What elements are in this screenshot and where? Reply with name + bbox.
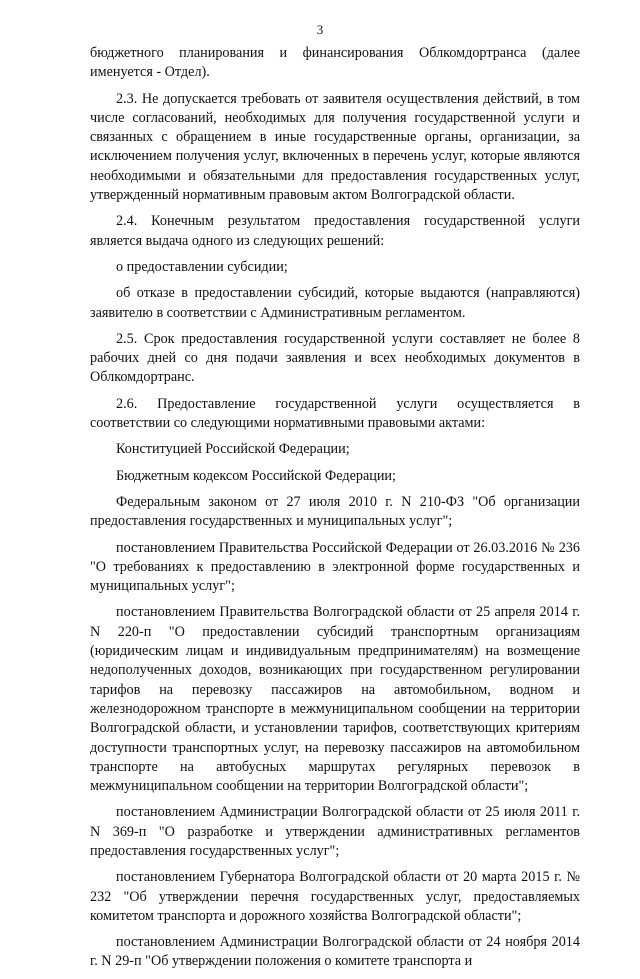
decision-item-refusal: об отказе в предоставлении субсидий, которые выдаются (направляются) заявителю в соответствии с Административным регламентом. [90,285,580,321]
paragraph-2-5: 2.5. Срок предоставления государственной услуги составляет не более 8 рабочих дней со дня подачи заявления и всех необходимых документов в Облкомдортранс. [90,330,580,386]
legal-act-resolution-236: постановлением Правительства Российской Федерации от 26.03.2016 № 236 "О требованиях к предоставлению в электронной форме государственных и муниципальных услуг"; [90,539,580,595]
legal-act-constitution: Конституцией Российской Федерации; [116,441,350,458]
paragraph-2-6: 2.6. Предоставление государственной услуги осуществляется в соответствии со следующими нормативными правовыми актами: [90,395,580,432]
legal-act-budget-code: Бюджетным кодексом Российской Федерации; [116,467,396,484]
legal-act-resolution-369: постановлением Администрации Волгоградской области от 25 июля 2011 г. N 369-п "О разработке и утверждении административных регламентов предоставления государственных услуг"; [90,804,580,859]
document-body [90,44,580,979]
decision-item-grant: о предоставлении субсидии; [116,258,288,275]
legal-act-decree-232: постановлением Губернатора Волгоградской области от 20 марта 2015 г. № 232 "Об утверждении перечня государственных услуг, предоставляемых комитетом транспорта и дорожного хозяйства Волгоградской области"; [90,869,580,924]
legal-act-federal-law-210: Федеральным законом от 27 июля 2010 г. N 210-ФЗ "Об организации предоставления государственных и муниципальных услуг"; [90,493,580,530]
paragraph-continuation: бюджетного планирования и финансирования Облкомдортранса (далее именуется - Отдел). [90,45,580,81]
paragraph-2-4: 2.4. Конечным результатом предоставления государственной услуги является выдача одного из следующих решений: [90,213,580,249]
legal-act-resolution-220: постановлением Правительства Волгоградской области от 25 апреля 2014 г. N 220-п "О предоставлении субсидий транспортным организациям (юридическим лицам и индивидуальным предпринимателям) на возмещение недополученных доходов, возникающих при государственном регулировании тарифов на перевозку пассажиров на автомобильном, водном и железнодорожном транспорте в межмуниципальном сообщении на территории Волгоградской области, и установлении тарифов, соответствующих критериям доступности транспортных услуг, на перевозку пассажиров на автомобильном транспорте на автобусных маршрутах регулярных перевозок в межмуниципальном сообщении на территории Волгоградской области"; [90,604,580,795]
page-number: 3 [316,22,324,37]
legal-act-resolution-29: постановлением Администрации Волгоградской области от 24 ноября 2014 г. N 29-п "Об утверждении положения о комитете транспорта и [90,934,580,970]
paragraph-2-3: 2.3. Не допускается требовать от заявителя осуществления действий, в том числе согласований, необходимых для получения государственной услуги и связанных с обращением в иные государственные органы, организации, за исключением получения услуг, включенных в перечень услуг, которые являются необходимыми и обязательными для предоставления государственных услуг, утвержденный нормативным правовым актом Волгоградской области. [90,90,580,204]
